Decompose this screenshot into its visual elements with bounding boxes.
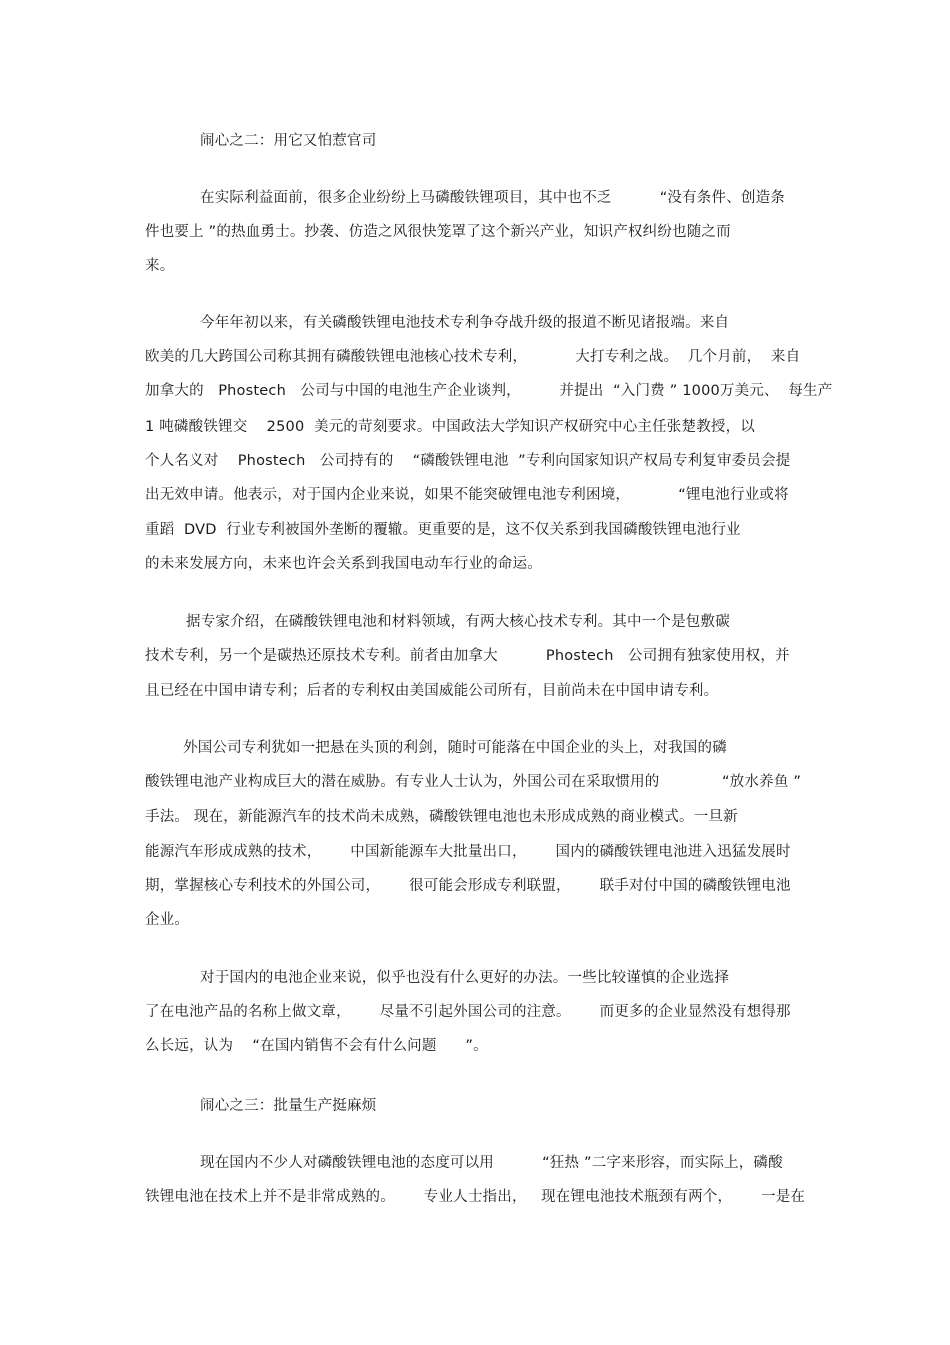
paragraph-2-line-4: 1 吨磷酸铁锂交 2500 美元的苛刻要求。中国政法大学知识产权研究中心主任张楚教授，以 — [145, 419, 755, 435]
paragraph-3-line-3: 且已经在中国申请专利；后者的专利权由美国威能公司所有，目前尚未在中国申请专利。 — [145, 683, 719, 699]
paragraph-3-line-1: 据专家介绍，在磷酸铁锂电池和材料领域，有两大核心技术专利。其中一个是包敷碳 — [186, 614, 730, 630]
paragraph-2-line-2: 欧美的几大跨国公司称其拥有磷酸铁锂电池核心技术专利， 大打专利之战。 几个月前， 来自 — [145, 349, 801, 365]
paragraph-2-line-8: 的未来发展方向，未来也许会关系到我国电动车行业的命运。 — [145, 556, 542, 572]
section-heading-2: 闹心之二：用它又怕惹官司 — [200, 133, 377, 149]
paragraph-5-line-3: 么长远，认为 “在国内销售不会有什么问题 ”。 — [145, 1038, 488, 1054]
paragraph-1-line-2: 件也要上 ”的热血勇士。抄袭、仿造之风很快笼罩了这个新兴产业，知识产权纠纷也随之而 — [145, 224, 731, 240]
paragraph-2-line-6: 出无效申请。他表示，对于国内企业来说，如果不能突破锂电池专利困境， “锂电池行业或将 — [145, 487, 789, 503]
paragraph-4-line-3: 手法。 现在，新能源汽车的技术尚未成熟，磷酸铁锂电池也未形成成熟的商业模式。一旦新 — [145, 809, 738, 825]
paragraph-4-line-2: 酸铁锂电池产业构成巨大的潜在威胁。有专业人士认为，外国公司在采取惯用的 “放水养鱼 ” — [145, 774, 802, 790]
paragraph-1-line-1: 在实际利益面前，很多企业纷纷上马磷酸铁锂项目，其中也不乏 “没有条件、创造条 — [200, 190, 785, 206]
paragraph-4-line-1: 外国公司专利犹如一把悬在头顶的利剑，随时可能落在中国企业的头上，对我国的磷 — [183, 740, 727, 756]
paragraph-6-line-1: 现在国内不少人对磷酸铁锂电池的态度可以用 “狂热 ”二字来形容，而实际上，磷酸 — [200, 1155, 783, 1171]
paragraph-1-line-3: 来。 — [145, 258, 175, 274]
paragraph-5-line-1: 对于国内的电池企业来说，似乎也没有什么更好的办法。一些比较谨慎的企业选择 — [200, 970, 730, 986]
paragraph-5-line-2: 了在电池产品的名称上做文章， 尽量不引起外国公司的注意。 而更多的企业显然没有想得那 — [145, 1004, 791, 1020]
paragraph-2-line-7: 重蹈 DVD 行业专利被国外垄断的覆辙。更重要的是，这不仅关系到我国磷酸铁锂电池行业 — [145, 522, 741, 538]
section-heading-3: 闹心之三：批量生产挺麻烦 — [200, 1098, 377, 1114]
paragraph-6-line-2: 铁锂电池在技术上并不是非常成熟的。 专业人士指出， 现在锂电池技术瓶颈有两个， 一是在 — [145, 1189, 806, 1205]
paragraph-2-line-5: 个人名义对 Phostech 公司持有的 “磷酸铁锂电池 ”专利向国家知识产权局专利复审委员会提 — [145, 453, 791, 469]
paragraph-4-line-5: 期，掌握核心专利技术的外国公司， 很可能会形成专利联盟， 联手对付中国的磷酸铁锂电池 — [145, 878, 791, 894]
paragraph-4-line-6: 企业。 — [145, 912, 190, 928]
paragraph-2-line-3: 加拿大的 Phostech 公司与中国的电池生产企业谈判， 并提出 “入门费 ” 1000万美元、 每生产 — [145, 383, 833, 399]
paragraph-2-line-1: 今年年初以来，有关磷酸铁锂电池技术专利争夺战升级的报道不断见诸报端。来自 — [200, 315, 730, 331]
paragraph-4-line-4: 能源汽车形成成熟的技术， 中国新能源车大批量出口， 国内的磷酸铁锂电池进入迅猛发展时 — [145, 844, 791, 860]
paragraph-3-line-2: 技术专利，另一个是碳热还原技术专利。前者由加拿大 Phostech 公司拥有独家使用权，并 — [145, 648, 790, 664]
